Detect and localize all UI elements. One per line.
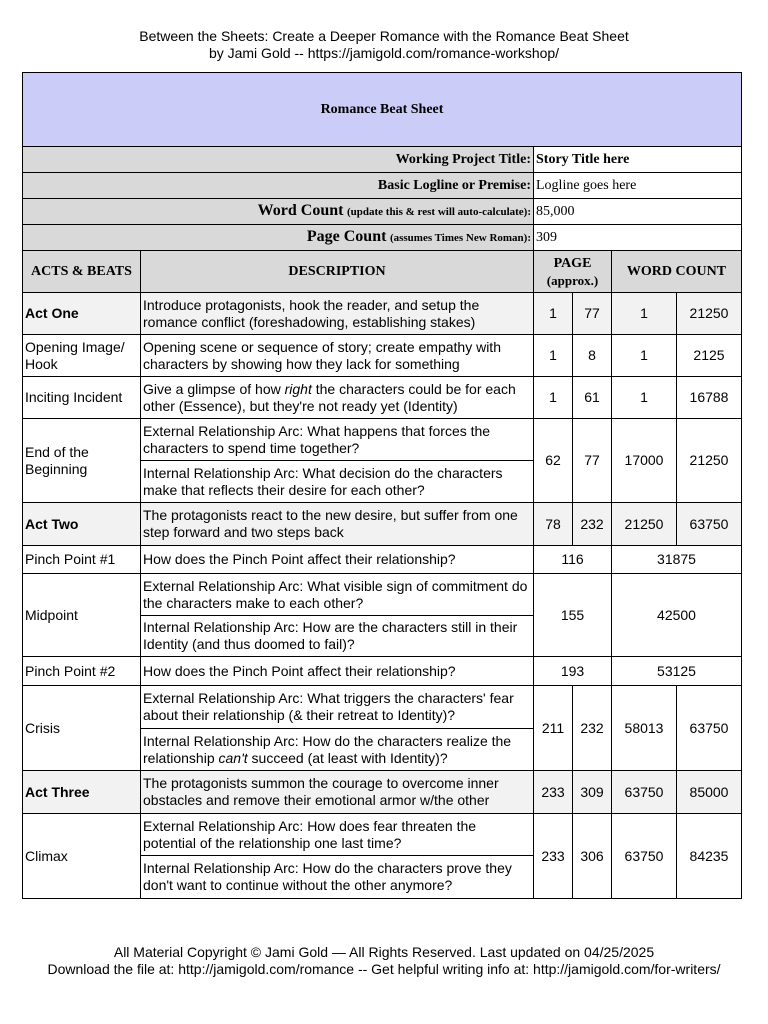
word: 53125	[612, 657, 742, 686]
beat-description: Opening scene or sequence of story; create empathy with characters by showing how they lack for something	[141, 335, 534, 377]
beat-description-internal: Internal Relationship Arc: How are the characters still in their Identity (and thus doomed to fail)?	[141, 616, 534, 657]
desc-emphasis: can't	[218, 749, 248, 766]
page-start: 1	[534, 377, 573, 419]
word-end: 2125	[677, 335, 742, 377]
word-count-note: (update this & rest will auto-calculate):	[346, 206, 531, 218]
beat-description: How does the Pinch Point affect their relationship?	[141, 546, 534, 574]
desc-part: succeed (at least with Identity)?	[247, 749, 448, 766]
desc-part: Internal Relationship Arc: How do the characters realize the relationship	[143, 732, 512, 766]
beat-name: Pinch Point #2	[23, 657, 141, 686]
beat-description: The protagonists summon the courage to overcome inner obstacles and remove their emotional armor w/the other	[141, 771, 534, 814]
word-end: 63750	[677, 686, 742, 771]
word-end: 85000	[677, 771, 742, 814]
table-row	[23, 335, 742, 377]
word-count-label-cell	[23, 199, 534, 225]
word-start: 1	[612, 377, 677, 419]
word-count-row	[23, 199, 742, 225]
beat-description	[141, 377, 534, 419]
beat-name: Act Three	[23, 771, 141, 814]
col-header-page	[534, 251, 612, 293]
beat-name: Midpoint	[23, 574, 141, 657]
page-header	[0, 0, 768, 61]
project-title-field[interactable]: Story Title here	[534, 147, 742, 173]
page-count-label-cell	[23, 225, 534, 251]
beat-name: Climax	[23, 814, 141, 899]
column-header-row	[23, 251, 742, 293]
desc-part: Give a glimpse of how	[143, 380, 285, 397]
desc-emphasis: right	[284, 380, 312, 397]
page-start: 211	[534, 686, 573, 771]
beat-description: Introduce protagonists, hook the reader, and setup the romance conflict (foreshadowing, establishing stakes)	[141, 293, 534, 335]
beat-description-internal	[141, 729, 534, 771]
table-row	[23, 574, 742, 616]
project-title-row	[23, 147, 742, 173]
header-line-2: by Jami Gold -- https://jamigold.com/romance-workshop/	[208, 45, 560, 61]
word-count-field[interactable]: 85,000	[534, 199, 742, 225]
sheet-title: Romance Beat Sheet	[23, 73, 742, 147]
logline-field[interactable]: Logline goes here	[534, 173, 742, 199]
page-start: 233	[534, 814, 573, 899]
beat-name: Pinch Point #1	[23, 546, 141, 574]
word-count-label: Word Count	[257, 202, 344, 219]
page-end: 61	[573, 377, 612, 419]
page: 193	[534, 657, 612, 686]
beat-sheet-table	[22, 72, 742, 899]
logline-row	[23, 173, 742, 199]
table-row	[23, 419, 742, 461]
beat-description-internal: Internal Relationship Arc: What decision do the characters make that reflects their desire for each other?	[141, 461, 534, 503]
table-row	[23, 814, 742, 856]
table-row	[23, 771, 742, 814]
page-start: 1	[534, 335, 573, 377]
page-end: 232	[573, 503, 612, 546]
page-end: 232	[573, 686, 612, 771]
beat-description-external: External Relationship Arc: How does fear threaten the potential of the relationship one last time?	[141, 814, 534, 856]
table-row	[23, 503, 742, 546]
word-end: 21250	[677, 419, 742, 503]
page-footer	[0, 944, 768, 978]
project-title-label: Working Project Title:	[23, 147, 534, 173]
word-start: 58013	[612, 686, 677, 771]
page-count-note: (assumes Times New Roman):	[389, 232, 531, 244]
word-end: 21250	[677, 293, 742, 335]
table-row	[23, 546, 742, 574]
col-header-word-count: WORD COUNT	[612, 251, 742, 293]
beat-name: End of the Beginning	[23, 419, 141, 503]
desc-part: the characters could be for each other (Essence), but they're not ready yet (Identity)	[143, 380, 516, 414]
page-count-row	[23, 225, 742, 251]
table-row	[23, 293, 742, 335]
beat-name: Crisis	[23, 686, 141, 771]
header-line-1: Between the Sheets: Create a Deeper Romance with the Romance Beat Sheet	[139, 28, 629, 44]
page-start: 233	[534, 771, 573, 814]
title-row	[23, 73, 742, 147]
word-start: 63750	[612, 771, 677, 814]
beat-name: Act Two	[23, 503, 141, 546]
page-end: 306	[573, 814, 612, 899]
beat-description-external: External Relationship Arc: What happens that forces the characters to spend time together?	[141, 419, 534, 461]
word: 42500	[612, 574, 742, 657]
word-start: 63750	[612, 814, 677, 899]
page-end: 8	[573, 335, 612, 377]
footer-line-2: Download the file at: http://jamigold.com/romance -- Get helpful writing info at: http://jamigold.com/for-writers/	[47, 961, 721, 977]
page-count-field[interactable]: 309	[534, 225, 742, 251]
word-start: 1	[612, 335, 677, 377]
page-start: 1	[534, 293, 573, 335]
page-count-label: Page Count	[306, 228, 387, 245]
beat-description-internal: Internal Relationship Arc: How do the characters prove they don't want to continue without the other anymore?	[141, 856, 534, 899]
beat-name: Inciting Incident	[23, 377, 141, 419]
page-end: 77	[573, 293, 612, 335]
col-header-page-note: (approx.)	[546, 272, 599, 288]
word-end: 16788	[677, 377, 742, 419]
logline-label: Basic Logline or Premise:	[23, 173, 534, 199]
beat-name: Opening Image/ Hook	[23, 335, 141, 377]
table-row	[23, 377, 742, 419]
page: 155	[534, 574, 612, 657]
page: 116	[534, 546, 612, 574]
beat-name: Act One	[23, 293, 141, 335]
beat-description: The protagonists react to the new desire, but suffer from one step forward and two steps back	[141, 503, 534, 546]
col-header-acts: ACTS & BEATS	[23, 251, 141, 293]
footer-line-1: All Material Copyright © Jami Gold — All Rights Reserved. Last updated on 04/25/2025	[113, 944, 655, 960]
word-end: 63750	[677, 503, 742, 546]
col-header-page-label: PAGE	[553, 255, 592, 271]
word-end: 84235	[677, 814, 742, 899]
table-row	[23, 657, 742, 686]
word: 31875	[612, 546, 742, 574]
word-start: 1	[612, 293, 677, 335]
word-start: 17000	[612, 419, 677, 503]
table-row	[23, 686, 742, 729]
word-start: 21250	[612, 503, 677, 546]
page-end: 309	[573, 771, 612, 814]
beat-description-external: External Relationship Arc: What triggers the characters' fear about their relationship (& their retreat to Identity)?	[141, 686, 534, 729]
page-start: 62	[534, 419, 573, 503]
page-end: 77	[573, 419, 612, 503]
beat-description: How does the Pinch Point affect their relationship?	[141, 657, 534, 686]
page-start: 78	[534, 503, 573, 546]
col-header-description: DESCRIPTION	[141, 251, 534, 293]
beat-description-external: External Relationship Arc: What visible sign of commitment do the characters make to each other?	[141, 574, 534, 616]
